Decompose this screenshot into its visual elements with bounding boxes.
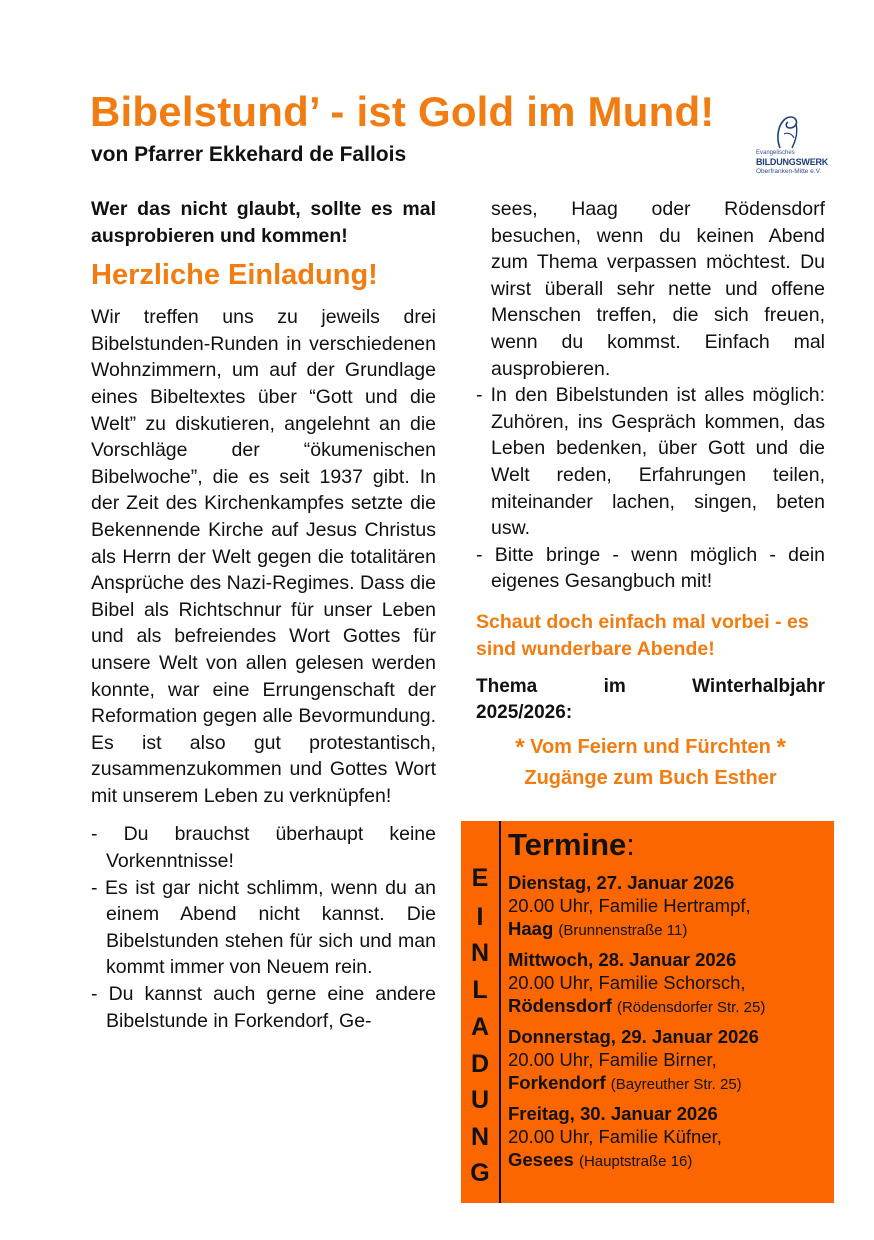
star-icon: * (776, 734, 786, 762)
date-entry (508, 1025, 828, 1096)
theme-label (476, 674, 825, 726)
right-bullet-list (476, 382, 825, 595)
author-line: von Pfarrer Ekkehard de Fallois (91, 143, 407, 166)
vertical-letter: N (470, 939, 490, 967)
bullet-continuation: sees, Haag oder Rödensdorf besuchen, wenn du keinen Abend zum Thema verpassen möchtest. Du wirst überall sehr nette und offene Menschen treffen, die sich freuen, wenn du kommst. Einfach mal ausprobieren. (491, 198, 825, 380)
vertical-letter: D (470, 1050, 490, 1078)
entry-time-family: 20.00 Uhr, Familie Küfner, (508, 1126, 722, 1147)
invitation-heading: Herzliche Einladung! (91, 259, 378, 292)
entry-time-family: 20.00 Uhr, Familie Hertrampf, (508, 895, 751, 916)
left-column (91, 196, 436, 1034)
date-entry (508, 1102, 828, 1173)
vertical-letter: N (470, 1123, 490, 1151)
right-column (476, 196, 825, 793)
vertical-einladung (461, 821, 501, 1203)
vertical-letter: U (470, 1086, 490, 1114)
logo-line-2: BILDUNGSWERK (756, 157, 829, 167)
dates-box (461, 821, 834, 1203)
vertical-letter: L (472, 976, 488, 1004)
page-title: Bibelstund’ - ist Gold im Mund! (90, 88, 715, 135)
entry-time-family: 20.00 Uhr, Familie Birner, (508, 1049, 717, 1070)
vertical-letter: G (470, 1159, 490, 1187)
entry-day: Mittwoch, 28. Januar 2026 (508, 949, 737, 970)
entry-address: (Brunnenstraße 11) (558, 922, 688, 939)
termine-heading: Termine: (508, 827, 635, 862)
entry-day: Freitag, 30. Januar 2026 (508, 1103, 718, 1124)
dates-content (508, 827, 828, 1179)
logo-line-1: Evangelisches (756, 150, 795, 156)
theme-subtitle: Zugänge zum Buch Esther (524, 767, 777, 790)
entry-address: (Hauptstraße 16) (578, 1153, 693, 1170)
entry-place: Rödensdorf (508, 995, 612, 1016)
entry-address: (Rödensdorfer Str. 25) (616, 999, 766, 1016)
entry-day: Dienstag, 27. Januar 2026 (508, 872, 735, 893)
list-item: - Du kannst auch gerne eine andere Bibelstunde in Forkendorf, Ge- (91, 981, 436, 1034)
logo-line-3: Oberfranken-Mitte e.V. (756, 168, 822, 175)
theme-title: * Vom Feiern und Fürchten * (515, 734, 786, 762)
callout-text: Schaut doch einfach mal vorbei - es sind wunderbare Abende! (476, 610, 809, 660)
intro-text: Wer das nicht glaubt, sollte es mal ausprobieren und kommen! (91, 198, 436, 247)
theme-word: im (603, 676, 626, 698)
list-item: - Du brauchst überhaupt keine Vorkenntnisse! (91, 821, 436, 874)
entry-time-family: 20.00 Uhr, Familie Schorsch, (508, 972, 746, 993)
vertical-letter: E (471, 864, 489, 892)
entry-place: Gesees (508, 1149, 574, 1170)
entry-place: Forkendorf (508, 1072, 606, 1093)
bildungswerk-logo (752, 112, 842, 178)
entry-address: (Bayreuther Str. 25) (610, 1076, 742, 1093)
body-text: Wir treffen uns zu jeweils drei Bibelstunden-Runden in verschiedenen Wohnzimmern, um auf der Grundlage eines Bibeltextes über “Gott und die Welt” zu diskutieren, angelehnt an die Vorschläge der “ökumenischen Bibelwoche”, die es seit 1937 gibt. In der Zeit des Kirchenkampfes setzte die Bekennende Kirche auf Jesus Christus als Herrn der Welt gegen die totalitären Ansprüche des Nazi-Regimes. Dass die Bibel als Richtschnur für unser Leben und als befreiendes Wort Gottes für unsere Welt von allen gelesen werden konnte, war eine Errungenschaft der Reformation gegen alle Bevormundung. Es ist also gut protestantisch, zusammenzukommen und Gottes Wort mit unserem Leben zu verknüpfen! (91, 306, 436, 807)
theme-word: Thema (476, 676, 538, 698)
theme-word: Winterhalbjahr (692, 676, 825, 698)
star-icon: * (515, 734, 525, 762)
vertical-letter: I (476, 903, 484, 931)
entry-day: Donnerstag, 29. Januar 2026 (508, 1026, 759, 1047)
entry-place: Haag (508, 918, 554, 939)
list-item: - Bitte bringe - wenn möglich - dein eigenes Gesangbuch mit! (476, 542, 825, 595)
theme-year: 2025/2026: (476, 702, 573, 724)
date-entry (508, 948, 828, 1019)
vertical-letter: A (470, 1013, 490, 1041)
figure-line-art-icon (770, 112, 806, 150)
date-entry (508, 871, 828, 942)
list-item: - In den Bibelstunden ist alles möglich: Zuhören, ins Gespräch kommen, das Leben bedenken, über Gott und die Welt reden, Erfahrungen teilen, miteinander lachen, singen, beten usw. (476, 382, 825, 542)
left-bullet-list (91, 821, 436, 1034)
list-item: - Es ist gar nicht schlimm, wenn du an einem Abend nicht kannst. Die Bibelstunden stehen für sich und man kommt immer von Neuem rein. (91, 875, 436, 981)
